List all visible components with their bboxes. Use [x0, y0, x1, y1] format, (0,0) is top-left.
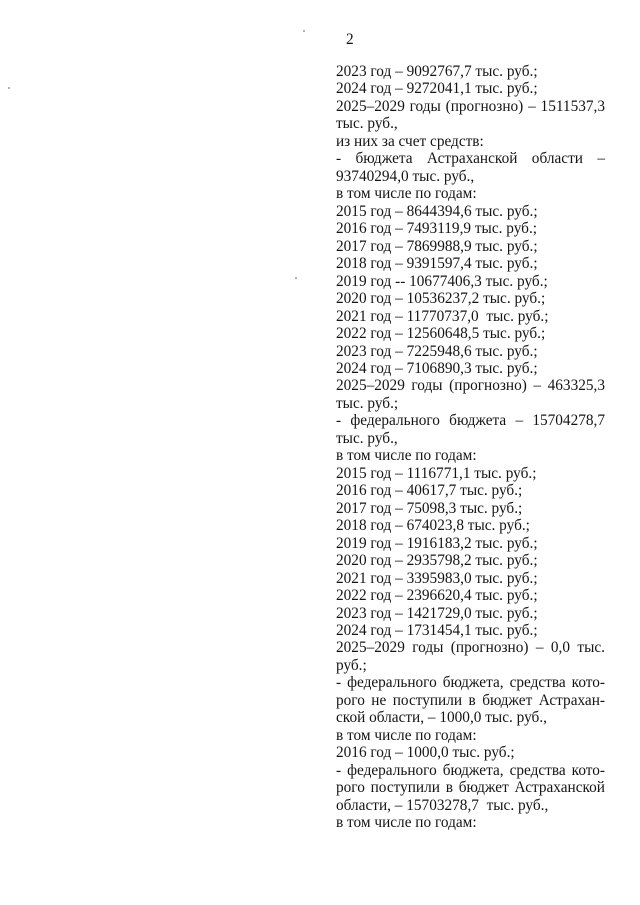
text-line: 2015 год – 1116771,1 тыс. руб.;: [336, 464, 537, 482]
text-line: 2017 год – 7869988,9 тыс. руб.;: [336, 237, 538, 255]
text-line: 2023 год – 7225948,6 тыс. руб.;: [336, 342, 538, 360]
text-line: - федерального бюджета, средства кото-: [336, 674, 605, 692]
text-line: 2022 год – 12560648,5 тыс. руб.;: [336, 325, 546, 343]
text-line: 2016 год – 40617,7 тыс. руб.;: [336, 482, 523, 500]
text-line: 2023 год – 9092767,7 тыс. руб.;: [336, 63, 538, 80]
text-line: 2016 год – 7493119,9 тыс. руб.;: [336, 220, 538, 238]
text-line: - федерального бюджета – 15704278,7: [336, 412, 605, 430]
text-line: 2018 год – 9391597,4 тыс. руб.;: [336, 255, 538, 273]
text-line: ской области, – 1000,0 тыс. руб.,: [336, 709, 547, 727]
text-line: 2020 год – 10536237,2 тыс. руб.;: [336, 290, 546, 308]
scan-speck: [295, 277, 297, 279]
text-line: рого поступили в бюджет Астраханской: [336, 779, 605, 797]
text-line: 93740294,0 тыс. руб.,: [336, 167, 475, 185]
text-line: в том числе по годам:: [336, 185, 477, 203]
text-line: 2020 год – 2935798,2 тыс. руб.;: [336, 552, 538, 570]
text-line: в том числе по годам:: [336, 814, 477, 832]
text-line: 2025–2029 годы (прогнозно) – 0,0 тыс.: [336, 639, 605, 657]
text-line: 2024 год – 7106890,3 тыс. руб.;: [336, 359, 538, 377]
text-line: 2019 год -- 10677406,3 тыс. руб.;: [336, 272, 548, 290]
text-line: в том числе по годам:: [336, 726, 477, 744]
text-line: тыс. руб.;: [336, 394, 399, 412]
text-line: - бюджета Астраханской области –: [336, 150, 605, 168]
text-line: области, – 15703278,7 тыс. руб.,: [336, 796, 549, 814]
text-line: 2022 год – 2396620,4 тыс. руб.;: [336, 587, 538, 605]
text-line: 2025–2029 годы (прогнозно) – 1511537,3: [336, 97, 605, 115]
text-line: 2025–2029 годы (прогнозно) – 463325,3: [336, 377, 605, 395]
text-line: в том числе по годам:: [336, 447, 477, 465]
text-line: тыс. руб.,: [336, 115, 398, 133]
scan-speck: [8, 87, 10, 89]
text-line: 2024 год – 1731454,1 тыс. руб.;: [336, 622, 538, 639]
text-line: 2016 год – 1000,0 тыс. руб.;: [336, 744, 515, 762]
scan-speck: [303, 30, 305, 32]
body-text: [336, 63, 605, 832]
text-line: 2015 год – 8644394,6 тыс. руб.;: [336, 202, 538, 220]
text-line: 2024 год – 9272041,1 тыс. руб.;: [336, 80, 538, 98]
text-line: рого не поступили в бюджет Астрахан-: [336, 691, 605, 709]
text-line: 2017 год – 75098,3 тыс. руб.;: [336, 499, 523, 517]
text-line: 2021 год – 11770737,0 тыс. руб.;: [336, 307, 549, 325]
text-line: 2019 год – 1916183,2 тыс. руб.;: [336, 534, 538, 552]
text-line: из них за счет средств:: [336, 132, 484, 150]
page-number: 2: [346, 31, 354, 48]
text-line: 2021 год – 3395983,0 тыс. руб.;: [336, 569, 538, 587]
text-line: тыс. руб.,: [336, 429, 398, 447]
text-line: руб.;: [336, 656, 367, 674]
text-line: 2023 год – 1421729,0 тыс. руб.;: [336, 604, 538, 622]
text-line: - федерального бюджета, средства кото-: [336, 761, 605, 779]
text-line: 2018 год – 674023,8 тыс. руб.;: [336, 517, 530, 535]
